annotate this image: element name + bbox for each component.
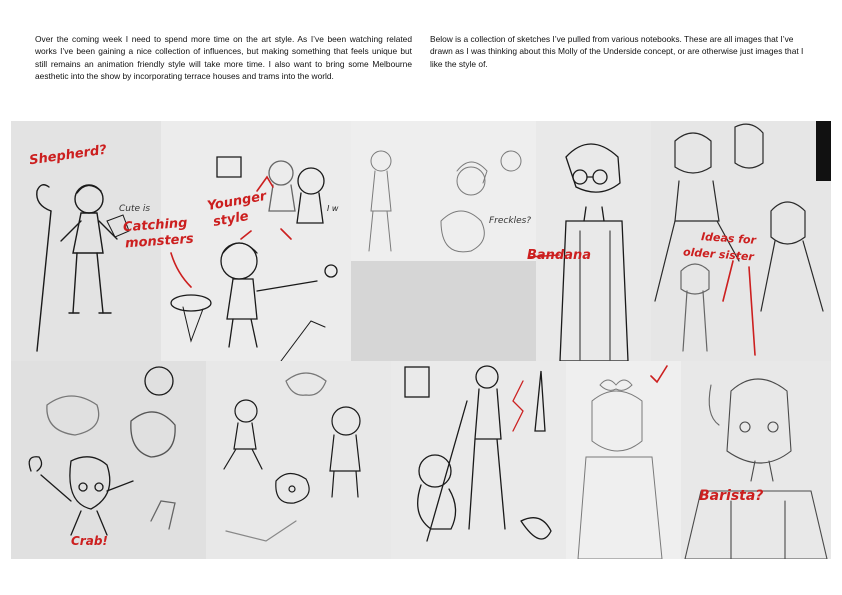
annotation-younger: Younger	[206, 188, 268, 215]
intro-paragraph-right: Below is a collection of sketches I’ve pulled from various notebooks. These are all images that I’ve drawn as I was thinking about this Molly of the Underside concept, or are otherwise just images that I like the style of.	[430, 34, 804, 69]
annotation-older-sister: older sister	[682, 245, 755, 264]
annotation-style: style	[211, 209, 250, 230]
sketch-staff-girl	[391, 361, 566, 559]
sketch-collage	[11, 121, 831, 559]
annotation-barista: Barista?	[699, 488, 764, 504]
black-scrap	[816, 121, 831, 181]
annotation-i-w: I w	[327, 204, 339, 213]
annotation-cute-is: Cute is	[119, 204, 151, 214]
intro-paragraph-left: Over the coming week I need to spend more time on the art style. As I’ve been watching related works I’ve been gaining a nice collection of influences, but making something that feels unique but still remains an animation friendly style will take more time. I also want to bring some Melbourne aesthetic into the show by incorporating terrace houses and trams into the world.	[35, 34, 412, 82]
sketch-glasses-boy	[536, 121, 651, 361]
annotation-crab: Crab!	[71, 534, 108, 548]
sketch-kids-sheep	[206, 361, 391, 559]
annotation-catching: Catching	[122, 215, 188, 236]
annotation-freckles: Freckles?	[489, 216, 532, 226]
annotation-monsters: monsters	[124, 231, 195, 252]
annotation-shepherd: Shepherd?	[28, 142, 108, 169]
sketch-pencil-figures	[351, 121, 536, 261]
annotation-ideas-for: Ideas for	[700, 230, 757, 247]
sketch-bow-girl	[566, 361, 681, 559]
sketch-crab	[11, 361, 206, 559]
annotation-bandana: Bandana	[527, 248, 592, 263]
sketch-barista	[681, 361, 831, 559]
